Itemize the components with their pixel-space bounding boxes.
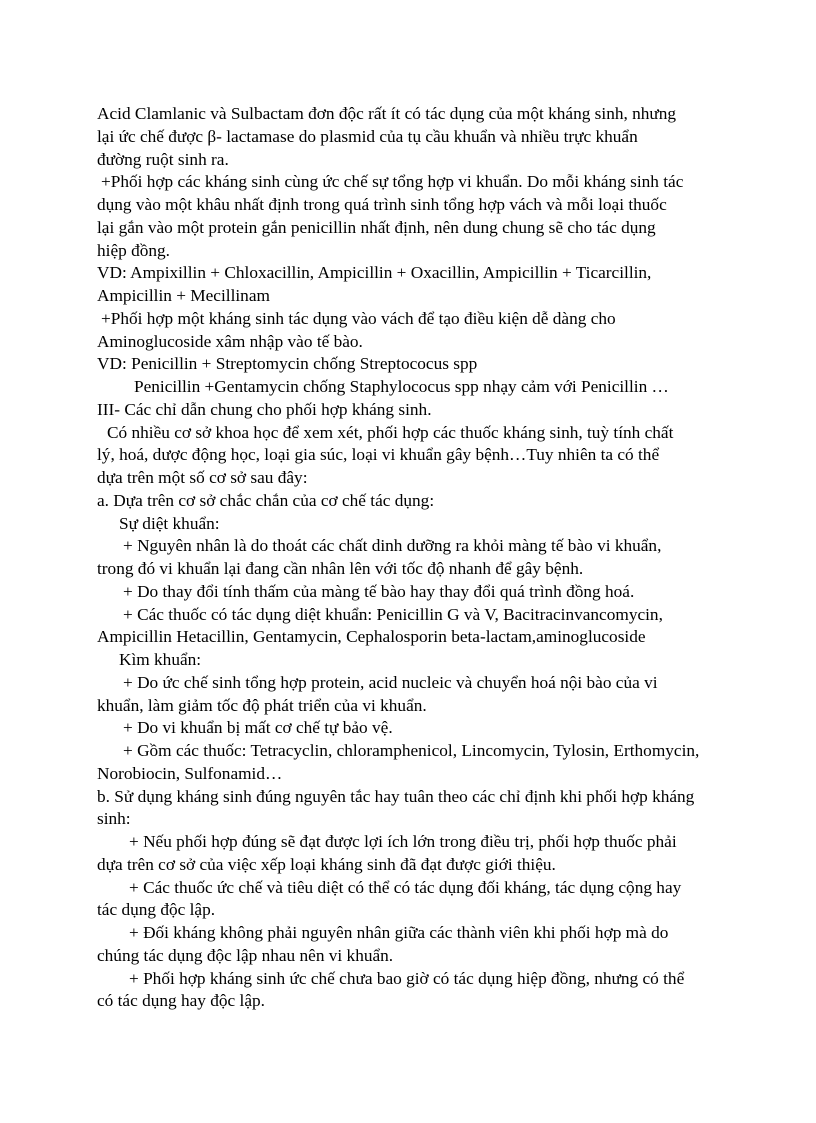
- text-line: Ampicillin Hetacillin, Gentamycin, Cephalosporin beta-lactam,aminoglucoside: [97, 627, 646, 647]
- text-line: + Do thay đổi tính thấm của màng tế bào hay thay đổi quá trình đồng hoá.: [123, 581, 635, 601]
- text-line: + Đối kháng không phải nguyên nhân giữa các thành viên khi phối hợp mà do: [129, 923, 669, 942]
- text-line: +Phối hợp các kháng sinh cùng ức chế sự tổng hợp vi khuẩn. Do mỗi kháng sinh tác: [101, 172, 684, 192]
- text-line: sinh:: [97, 809, 131, 829]
- subsection-heading: b. Sử dụng kháng sinh đúng nguyên tắc hay tuân theo các chỉ định khi phối hợp kháng: [97, 786, 695, 806]
- text-line: lý, hoá, dược động học, loại gia súc, loại vi khuẩn gây bệnh…Tuy nhiên ta có thể: [97, 445, 660, 465]
- text-line: VD: Ampixillin + Chloxacillin, Ampicillin + Oxacillin, Ampicillin + Ticarcillin,: [97, 263, 652, 283]
- text-line: trong đó vi khuẩn lại đang cần nhân lên với tốc độ nhanh để gây bệnh.: [97, 559, 584, 578]
- text-line: Aminoglucoside xâm nhập vào tế bào.: [97, 331, 363, 351]
- text-line: Ampicillin + Mecillinam: [97, 286, 270, 305]
- text-line: +Phối hợp một kháng sinh tác dụng vào vách để tạo điều kiện dễ dàng cho: [101, 308, 616, 328]
- text-line: Acid Clamlanic và Sulbactam đơn độc rất ít có tác dụng của một kháng sinh, nhưng: [97, 104, 677, 123]
- text-line: dựa trên một số cơ sở sau đây:: [97, 468, 308, 487]
- text-line: + Các thuốc ức chế và tiêu diệt có thể có tác dụng đối kháng, tác dụng cộng hay: [129, 877, 682, 897]
- text-line: dụng vào một khâu nhất định trong quá trình sinh tổng hợp vách và mỗi loại thuốc: [97, 195, 667, 214]
- text-line: hiệp đồng.: [97, 240, 170, 260]
- document-page: [97, 103, 757, 1013]
- text-line: + Do vi khuẩn bị mất cơ chế tự bảo vệ.: [123, 718, 393, 738]
- text-line: lại gắn vào một protein gắn penicillin nhất định, nên dung chung sẽ cho tác dụng: [97, 217, 656, 237]
- text-line: VD: Penicillin + Streptomycin chống Streptococus spp: [97, 354, 478, 374]
- text-line: dựa trên cơ sở của việc xếp loại kháng sinh đã đạt được giới thiệu.: [97, 854, 556, 874]
- text-line: Penicillin +Gentamycin chống Staphylococus spp nhạy cảm với Penicillin …: [134, 377, 669, 396]
- text-line: + Nguyên nhân là do thoát các chất dinh dưỡng ra khỏi màng tế bào vi khuẩn,: [123, 536, 662, 556]
- text-line: có tác dụng hay độc lập.: [97, 991, 265, 1011]
- text-line: + Nếu phối hợp đúng sẽ đạt được lợi ích lớn trong điều trị, phối hợp thuốc phải: [129, 832, 677, 851]
- subsection-heading: a. Dựa trên cơ sở chắc chắn của cơ chế tác dụng:: [97, 490, 435, 510]
- text-line: Norobiocin, Sulfonamid…: [97, 763, 283, 783]
- text-line: + Các thuốc có tác dụng diệt khuẩn: Penicillin G và V, Bacitracinvancomycin,: [123, 604, 663, 624]
- text-line: Kìm khuẩn:: [119, 650, 202, 669]
- text-line: Có nhiều cơ sở khoa học để xem xét, phối hợp các thuốc kháng sinh, tuỳ tính chất: [107, 422, 674, 442]
- text-line: đường ruột sinh ra.: [97, 149, 229, 169]
- text-line: tác dụng độc lập.: [97, 900, 216, 920]
- text-line: + Do ức chế sinh tổng hợp protein, acid nucleic và chuyển hoá nội bào của vi: [123, 672, 658, 692]
- text-line: + Phối hợp kháng sinh ức chế chưa bao giờ có tác dụng hiệp đồng, nhưng có thể: [129, 968, 685, 988]
- text-line: + Gồm các thuốc: Tetracyclin, chloramphenicol, Lincomycin, Tylosin, Erthomycin,: [123, 741, 700, 760]
- section-heading: III- Các chỉ dẫn chung cho phối hợp kháng sinh.: [97, 399, 432, 419]
- text-line: khuẩn, làm giảm tốc độ phát triển của vi khuẩn.: [97, 695, 427, 715]
- text-line: lại ức chế được β- lactamase do plasmid của tụ cầu khuẩn và nhiều trực khuẩn: [97, 126, 638, 146]
- text-line: chúng tác dụng độc lập nhau nên vi khuẩn.: [97, 945, 394, 965]
- text-line: Sự diệt khuẩn:: [119, 513, 220, 533]
